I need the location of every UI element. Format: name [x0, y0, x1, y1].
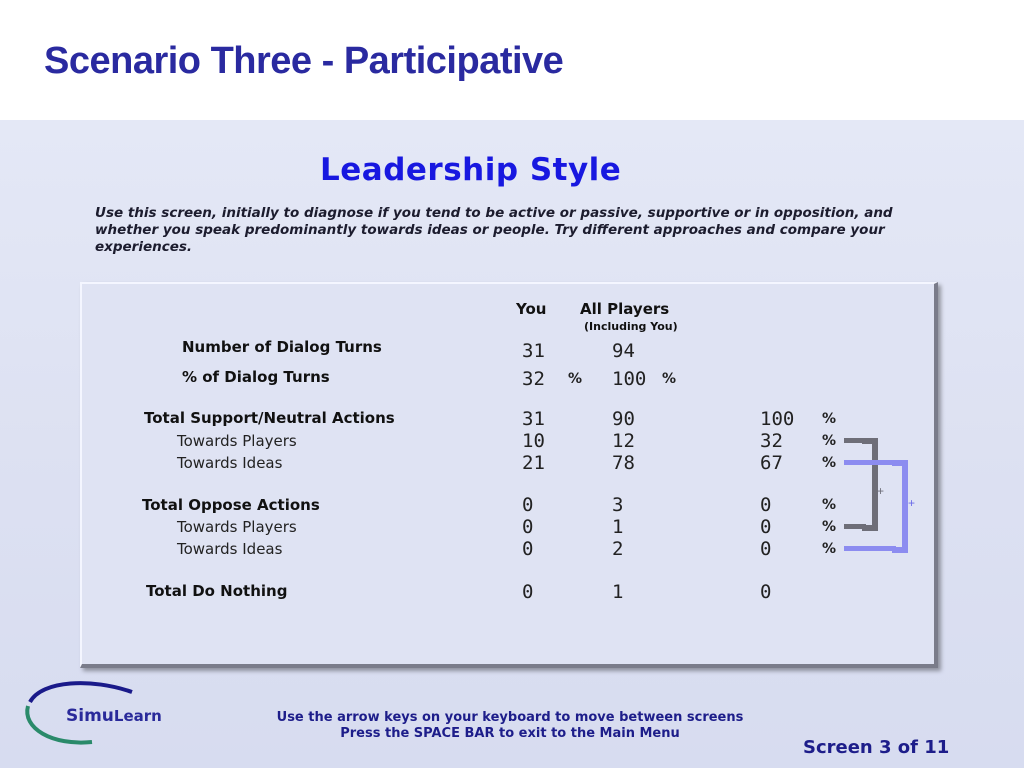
value-all-oppose-players: 1 — [612, 516, 624, 538]
row-label-pct-dialog-turns: % of Dialog Turns — [182, 368, 330, 386]
row-label-oppose-total: Total Oppose Actions — [142, 496, 320, 514]
value-you-do-nothing: 0 — [522, 581, 534, 603]
value-pct-oppose-total: 0 — [760, 494, 772, 516]
value-you-oppose-total: 0 — [522, 494, 534, 516]
unit-you-pct-dialog-turns: % — [568, 371, 583, 387]
row-label-oppose-players: Towards Players — [177, 518, 297, 536]
unit-oppose-players: % — [822, 519, 837, 535]
value-all-oppose-total: 3 — [612, 494, 624, 516]
logo-text — [66, 706, 162, 726]
row-label-oppose-ideas: Towards Ideas — [177, 540, 283, 558]
unit-oppose-ideas: % — [822, 541, 837, 557]
bracket-blue-connector-top — [844, 460, 896, 465]
value-pct-support-total: 100 — [760, 408, 795, 430]
column-header-all-players: All Players — [580, 300, 670, 318]
value-you-support-total: 31 — [522, 408, 545, 430]
value-you-pct-dialog-turns: 32 — [522, 368, 545, 390]
value-pct-do-nothing: 0 — [760, 581, 772, 603]
bracket-blue-connector-bottom — [844, 546, 896, 551]
value-all-dialog-turns: 94 — [612, 340, 635, 362]
value-all-support-ideas: 78 — [612, 452, 635, 474]
screen-title: Leadership Style — [320, 152, 622, 188]
column-header-you: You — [516, 300, 547, 318]
nav-instruction-spacebar: Press the SPACE BAR to exit to the Main Menu — [340, 726, 680, 741]
value-all-oppose-ideas: 2 — [612, 538, 624, 560]
value-you-support-players: 10 — [522, 430, 545, 452]
value-all-support-total: 90 — [612, 408, 635, 430]
unit-support-total: % — [822, 411, 837, 427]
results-panel — [80, 282, 938, 668]
screen-counter: Screen 3 of 11 — [803, 737, 950, 758]
value-pct-oppose-players: 0 — [760, 516, 772, 538]
value-you-dialog-turns: 31 — [522, 340, 545, 362]
bracket-blue-ideas — [892, 460, 908, 553]
unit-oppose-total: % — [822, 497, 837, 513]
logo-text-simu: Simu — [66, 706, 114, 726]
unit-support-players: % — [822, 433, 837, 449]
row-label-do-nothing: Total Do Nothing — [146, 582, 288, 600]
simulation-screen — [0, 120, 1024, 768]
row-label-support-players: Towards Players — [177, 432, 297, 450]
row-label-dialog-turns: Number of Dialog Turns — [182, 338, 382, 356]
value-all-pct-dialog-turns: 100 — [612, 368, 647, 390]
column-header-all-players-sub: (Including You) — [584, 320, 678, 333]
logo-text-learn: Learn — [113, 707, 162, 725]
value-you-oppose-players: 0 — [522, 516, 534, 538]
plus-icon-grey: + — [877, 484, 885, 498]
value-all-support-players: 12 — [612, 430, 635, 452]
value-you-oppose-ideas: 0 — [522, 538, 534, 560]
plus-icon-blue: + — [908, 496, 916, 510]
bracket-grey-players — [862, 438, 878, 531]
value-pct-support-ideas: 67 — [760, 452, 783, 474]
unit-all-pct-dialog-turns: % — [662, 371, 677, 387]
row-label-support-total: Total Support/Neutral Actions — [144, 409, 395, 427]
nav-instruction-arrows: Use the arrow keys on your keyboard to move between screens — [276, 710, 744, 725]
unit-support-ideas: % — [822, 455, 837, 471]
intro-text: Use this screen, initially to diagnose if you tend to be active or passive, supportive or in opposition, and whether you speak predominantly towards ideas or people. Try different approaches and compare your experiences. — [95, 205, 893, 255]
slide-title: Scenario Three - Participative — [44, 40, 564, 82]
value-you-support-ideas: 21 — [522, 452, 545, 474]
value-pct-support-players: 32 — [760, 430, 783, 452]
value-pct-oppose-ideas: 0 — [760, 538, 772, 560]
row-label-support-ideas: Towards Ideas — [177, 454, 283, 472]
value-all-do-nothing: 1 — [612, 581, 624, 603]
